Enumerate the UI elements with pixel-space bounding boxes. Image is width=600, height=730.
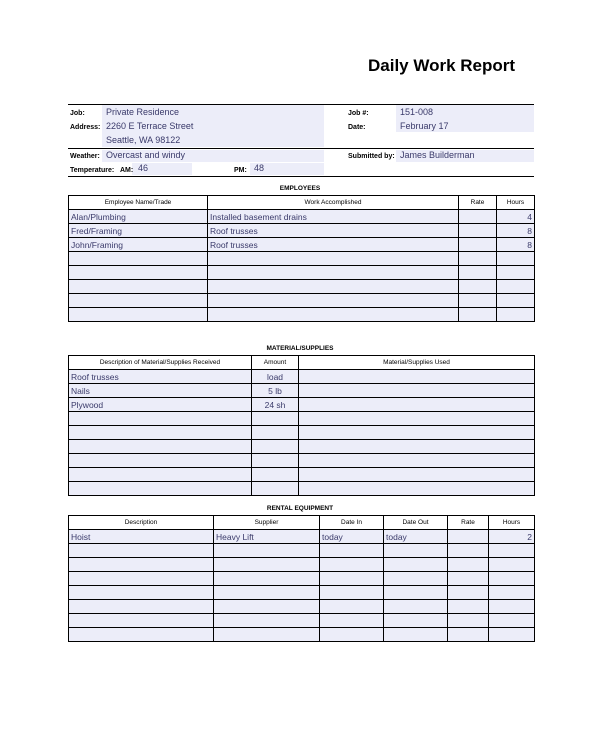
work-cell[interactable] <box>208 308 459 322</box>
work-cell[interactable] <box>208 252 459 266</box>
table-row <box>69 224 535 238</box>
materials-col-description: Description of Material/Supplies Received <box>69 356 252 370</box>
amount-cell[interactable] <box>252 454 299 468</box>
material-description-cell[interactable]: Nails <box>69 384 252 398</box>
supplier-cell[interactable] <box>214 628 320 642</box>
materials-header-row <box>69 356 535 370</box>
report-header <box>68 104 534 176</box>
equipment-description-cell[interactable] <box>69 600 214 614</box>
table-row <box>69 468 535 482</box>
rate-cell[interactable] <box>459 294 497 308</box>
table-row <box>69 454 535 468</box>
hours-cell[interactable] <box>489 628 535 642</box>
date-out-cell[interactable] <box>384 586 448 600</box>
table-row <box>69 384 535 398</box>
work-cell[interactable] <box>208 294 459 308</box>
table-row <box>69 308 535 322</box>
amount-cell[interactable]: 24 sh <box>252 398 299 412</box>
used-cell[interactable] <box>299 412 535 426</box>
employee-name-cell[interactable] <box>69 266 208 280</box>
rate-cell[interactable] <box>459 308 497 322</box>
job-label: Job: <box>70 110 85 117</box>
date-out-cell[interactable] <box>384 628 448 642</box>
rental-col-date-in: Date In <box>320 516 384 530</box>
supplier-cell[interactable] <box>214 572 320 586</box>
date-in-cell[interactable] <box>320 628 384 642</box>
hours-cell[interactable]: 8 <box>497 224 535 238</box>
rate-cell[interactable] <box>448 530 489 544</box>
supplier-cell[interactable] <box>214 558 320 572</box>
submitted-value: James Builderman <box>400 150 475 160</box>
hours-cell[interactable] <box>497 308 535 322</box>
address-line2: Seattle, WA 98122 <box>106 135 181 145</box>
equipment-description-cell[interactable] <box>69 572 214 586</box>
rate-cell[interactable] <box>459 224 497 238</box>
table-row <box>69 440 535 454</box>
used-cell[interactable] <box>299 454 535 468</box>
employee-name-cell[interactable]: Fred/Framing <box>69 224 208 238</box>
rate-cell[interactable] <box>459 210 497 224</box>
weather-label: Weather: <box>70 153 100 160</box>
report-title: Daily Work Report <box>368 56 516 75</box>
rate-cell[interactable] <box>448 544 489 558</box>
material-description-cell[interactable]: Roof trusses <box>69 370 252 384</box>
employees-section-title: EMPLOYEES <box>279 185 321 192</box>
equipment-description-cell[interactable]: Hoist <box>69 530 214 544</box>
used-cell[interactable] <box>299 384 535 398</box>
material-description-cell[interactable] <box>69 426 252 440</box>
rental-table <box>68 515 535 642</box>
work-cell[interactable] <box>208 266 459 280</box>
used-cell[interactable] <box>299 468 535 482</box>
jobno-label: Job #: <box>348 110 369 117</box>
temperature-label: Temperature: <box>70 167 115 174</box>
equipment-description-cell[interactable] <box>69 586 214 600</box>
rate-cell[interactable] <box>448 614 489 628</box>
employee-name-cell[interactable] <box>69 308 208 322</box>
table-row <box>69 544 535 558</box>
date-in-cell[interactable] <box>320 586 384 600</box>
supplier-cell[interactable]: Heavy Lift <box>214 530 320 544</box>
am-value: 46 <box>138 163 149 173</box>
used-cell[interactable] <box>299 482 535 496</box>
table-row <box>69 482 535 496</box>
table-row <box>69 614 535 628</box>
hours-cell[interactable]: 8 <box>497 238 535 252</box>
rate-cell[interactable] <box>448 572 489 586</box>
employees-header-row <box>69 196 535 210</box>
rate-cell[interactable] <box>448 600 489 614</box>
used-cell[interactable] <box>299 398 535 412</box>
work-cell[interactable] <box>208 280 459 294</box>
date-label: Date: <box>348 124 366 131</box>
rate-cell[interactable] <box>459 266 497 280</box>
table-row <box>69 280 535 294</box>
equipment-description-cell[interactable] <box>69 628 214 642</box>
table-row <box>69 586 535 600</box>
materials-col-amount: Amount <box>252 356 299 370</box>
material-description-cell[interactable] <box>69 482 252 496</box>
date-in-cell[interactable] <box>320 544 384 558</box>
hours-cell[interactable] <box>489 614 535 628</box>
date-in-cell[interactable] <box>320 600 384 614</box>
material-description-cell[interactable] <box>69 454 252 468</box>
equipment-description-cell[interactable] <box>69 558 214 572</box>
used-cell[interactable] <box>299 370 535 384</box>
employees-col-rate: Rate <box>459 196 497 210</box>
table-row <box>69 252 535 266</box>
job-value: Private Residence <box>106 107 180 117</box>
table-row <box>69 370 535 384</box>
supplier-cell[interactable] <box>214 600 320 614</box>
hours-cell[interactable] <box>497 280 535 294</box>
supplier-cell[interactable] <box>214 544 320 558</box>
work-cell[interactable]: Roof trusses <box>208 224 459 238</box>
table-row <box>69 294 535 308</box>
rate-cell[interactable] <box>448 558 489 572</box>
hours-cell[interactable] <box>497 266 535 280</box>
table-row <box>69 398 535 412</box>
materials-col-used: Material/Supplies Used <box>299 356 535 370</box>
employee-name-cell[interactable] <box>69 294 208 308</box>
rental-col-description: Description <box>69 516 214 530</box>
jobno-value: 151-008 <box>400 107 434 117</box>
date-in-cell[interactable] <box>320 614 384 628</box>
rental-col-supplier: Supplier <box>214 516 320 530</box>
date-in-cell[interactable] <box>320 558 384 572</box>
employee-name-cell[interactable] <box>69 252 208 266</box>
submitted-label: Submitted by: <box>348 153 395 160</box>
date-out-cell[interactable]: today <box>384 530 448 544</box>
rate-cell[interactable] <box>448 586 489 600</box>
used-cell[interactable] <box>299 440 535 454</box>
hours-cell[interactable] <box>497 252 535 266</box>
equipment-description-cell[interactable] <box>69 544 214 558</box>
date-out-cell[interactable] <box>384 558 448 572</box>
material-description-cell[interactable]: Plywood <box>69 398 252 412</box>
amount-cell[interactable] <box>252 412 299 426</box>
material-description-cell[interactable] <box>69 412 252 426</box>
amount-cell[interactable] <box>252 426 299 440</box>
date-out-cell[interactable] <box>384 600 448 614</box>
rate-cell[interactable] <box>448 628 489 642</box>
date-out-cell[interactable] <box>384 544 448 558</box>
date-out-cell[interactable] <box>384 614 448 628</box>
amount-cell[interactable]: load <box>252 370 299 384</box>
pm-label: PM: <box>234 167 247 174</box>
rental-section-title: RENTAL EQUIPMENT <box>266 505 334 512</box>
material-description-cell[interactable] <box>69 440 252 454</box>
rental-col-rate: Rate <box>448 516 489 530</box>
table-row <box>69 530 535 544</box>
amount-cell[interactable]: 5 lb <box>252 384 299 398</box>
hours-cell[interactable] <box>489 586 535 600</box>
header-divider-bottom <box>68 176 534 177</box>
hours-cell[interactable] <box>489 572 535 586</box>
weather-value: Overcast and windy <box>106 150 186 160</box>
table-row <box>69 412 535 426</box>
rental-col-date-out: Date Out <box>384 516 448 530</box>
address-label: Address: <box>70 124 101 131</box>
supplier-cell[interactable] <box>214 614 320 628</box>
table-row <box>69 572 535 586</box>
rental-header-row <box>69 516 535 530</box>
employees-col-work: Work Accomplished <box>208 196 459 210</box>
rate-cell[interactable] <box>459 280 497 294</box>
hours-cell[interactable]: 4 <box>497 210 535 224</box>
work-cell[interactable]: Roof trusses <box>208 238 459 252</box>
table-row <box>69 558 535 572</box>
used-cell[interactable] <box>299 426 535 440</box>
table-row <box>69 266 535 280</box>
employee-name-cell[interactable] <box>69 280 208 294</box>
rate-cell[interactable] <box>459 252 497 266</box>
table-row <box>69 210 535 224</box>
amount-cell[interactable] <box>252 468 299 482</box>
table-row <box>69 600 535 614</box>
employee-name-cell[interactable]: Alan/Plumbing <box>69 210 208 224</box>
employees-col-hours: Hours <box>497 196 535 210</box>
material-description-cell[interactable] <box>69 468 252 482</box>
pm-value: 48 <box>254 163 265 173</box>
amount-cell[interactable] <box>252 482 299 496</box>
materials-section-title: MATERIAL/SUPPLIES <box>266 345 334 352</box>
hours-cell[interactable]: 2 <box>489 530 535 544</box>
date-in-cell[interactable] <box>320 572 384 586</box>
amount-cell[interactable] <box>252 440 299 454</box>
hours-cell[interactable] <box>489 558 535 572</box>
table-row <box>69 426 535 440</box>
header-divider-middle <box>68 148 534 149</box>
table-row <box>69 628 535 642</box>
date-out-cell[interactable] <box>384 572 448 586</box>
table-row <box>69 238 535 252</box>
employees-table <box>68 195 535 322</box>
hours-cell[interactable] <box>489 544 535 558</box>
rental-col-hours: Hours <box>489 516 535 530</box>
employees-col-name: Employee Name/Trade <box>69 196 208 210</box>
equipment-description-cell[interactable] <box>69 614 214 628</box>
date-value: February 17 <box>400 121 449 131</box>
date-in-cell[interactable]: today <box>320 530 384 544</box>
hours-cell[interactable] <box>497 294 535 308</box>
work-cell[interactable]: Installed basement drains <box>208 210 459 224</box>
am-label: AM: <box>120 167 134 174</box>
employee-name-cell[interactable]: John/Framing <box>69 238 208 252</box>
materials-table <box>68 355 535 496</box>
address-line1: 2260 E Terrace Street <box>106 121 194 131</box>
supplier-cell[interactable] <box>214 586 320 600</box>
rate-cell[interactable] <box>459 238 497 252</box>
hours-cell[interactable] <box>489 600 535 614</box>
